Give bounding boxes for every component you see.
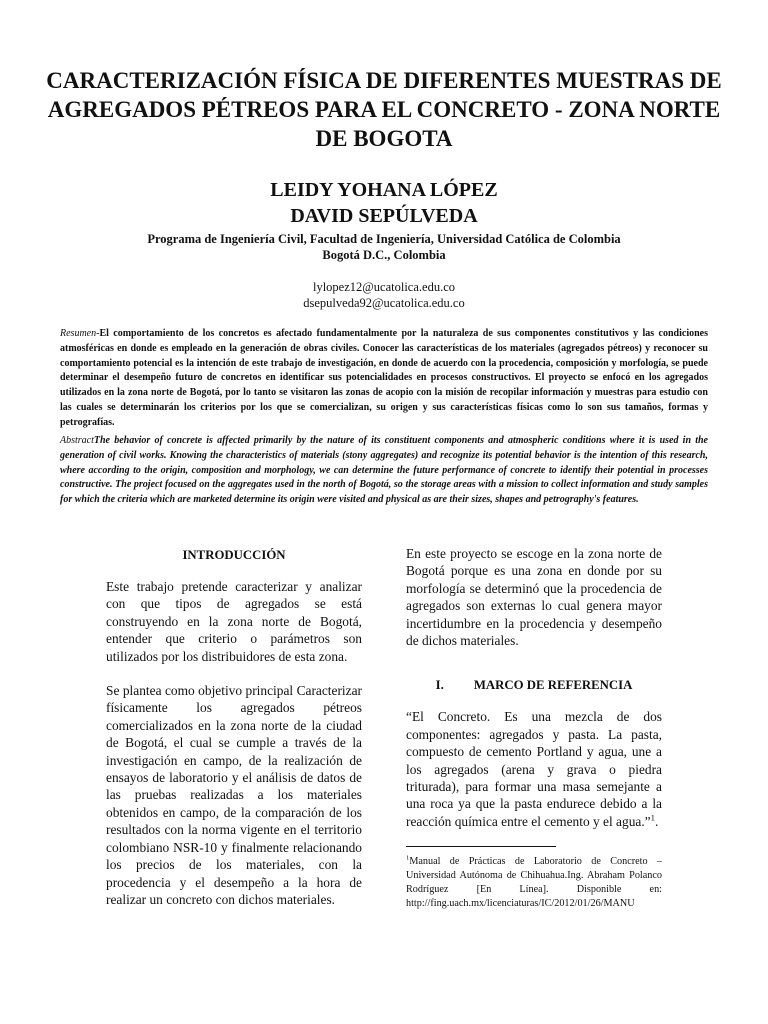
paragraph: Este trabajo pretende caracterizar y analizar con que tipos de agregados se está construyendo en la zona norte de Bogotá, entender que criterio o parámetros son utilizados por los distribuidores de esta zona. [106,579,362,664]
footnote-rule [406,846,556,847]
author-name: LEIDY YOHANA LÓPEZ [270,179,498,201]
footnote [406,855,662,910]
abstract-text: El comportamiento de los concretos es afectado fundamentalmente por la naturaleza de sus componentes constitutivos y las condiciones atmosféricas en donde es empleado en la generación de obras civiles. Conocer las características de los materiales (agregados pétreos) y reconocer su comportamiento potencial es la intención de este trabajo de investigación, en donde de acuerdo con la procedencia, composición y morfología, se puede determinar el desempeño futuro de concretos en identificar sus potencialidades en procesos constructivos. El proyecto se enfocó en los agregados utilizados en la zona norte de Bogotá, por lo tanto se visitaron las zonas de acopio con la misión de recopilar información y muestras para estudio con las cuales se determinarán los criterios por los que se comercializan, su origen y sus características físicas como lo son sus tamaños, formas y petrografías. [60,328,708,428]
affiliation-line: Programa de Ingeniería Civil, Facultad de Ingeniería, Universidad Católica de Colombia [147,232,621,246]
abstract-label: Resumen- [60,328,100,339]
footnote-mark: 1 [406,854,410,862]
affiliation [40,231,728,263]
left-column [106,545,362,908]
quote-end: . [654,813,659,829]
right-column [406,545,662,910]
paragraph: Se plantea como objetivo principal Caracterizar físicamente los agregados pétreos comercializados en la zona norte de la ciudad de Bogotá, el cual se cumple a través de la investigación en campo, de la realización de ensayos de laboratorio y el análisis de datos de las pruebas realizadas a los materiales obtenidos en campo, de la comparación de los resultados con la norma vigente en el territorio colombiano NSR-10 y finalmente relacionando los precios de los materiales, con la procedencia y el desempeño a la hora de realizar un concreto con dichos materiales. [106,683,362,907]
paragraph: En este proyecto se escoge en la zona norte de Bogotá porque es una zona en donde por su morfología se determinó que la procedencia de agregados son externas lo cual genera mayor incertidumbre en la procedencia y desempeño de dichos materiales. [406,546,662,649]
abstract-spanish [60,327,708,431]
quote-paragraph [406,708,662,830]
paper-title: CARACTERIZACIÓN FÍSICA DE DIFERENTES MUESTRAS DE AGREGADOS PÉTREOS PARA EL CONCRETO - ZONA NORTE DE BOGOTA [46,68,722,151]
author-list [40,177,728,229]
abstract-english [60,434,708,508]
affiliation-line: Bogotá D.C., Colombia [322,248,446,262]
email: dsepulveda92@ucatolica.edu.co [303,296,465,310]
footnote-text: Manual de Prácticas de Laboratorio de Concreto – Universidad Autónoma de Chihuahua.Ing. Abraham Polanco Rodríguez [En Línea]. Disponible en: http://fing.uach.mx/licenciaturas/IC/2012/01/26/MANU [406,856,662,909]
section-heading-marco [406,677,662,694]
abstract-label: Abstract [60,435,94,446]
section-heading-introduccion: INTRODUCCIÓN [182,548,286,562]
author-name: DAVID SEPÚLVEDA [290,205,478,227]
footnote-reference: 1 [650,812,655,823]
section-number: I. [435,678,444,693]
section-title: MARCO DE REFERENCIA [473,678,633,693]
abstract-text: The behavior of concrete is affected primarily by the nature of its constituent components and atmospheric conditions where it is used in the generation of civil works. Knowing the characteristics of materials (stony aggregates) and recognize its potential behavior is the intention of this research, where according to the origin, composition and morphology, we can determine the future performance of concrete to identify their potential in processes constructive. The project focused on the aggregates used in the north of Bogotá, so the storage areas with a mission to collect information and study samples for which the criteria which are marketed determine its origin were visited and physical as are their sizes, shapes and petrography's features. [60,435,708,506]
quote-text: “El Concreto. Es una mezcla de dos componentes: agregados y pasta. La pasta, compuesto de cemento Portland y agua, une a los agregados (arena y grava o piedra triturada), para formar una masa semejante a una roca ya que la pasta endurece debido a la reacción química entre el cemento y el agua.” [406,709,662,829]
email: lylopez12@ucatolica.edu.co [312,280,455,294]
author-emails [40,279,728,311]
